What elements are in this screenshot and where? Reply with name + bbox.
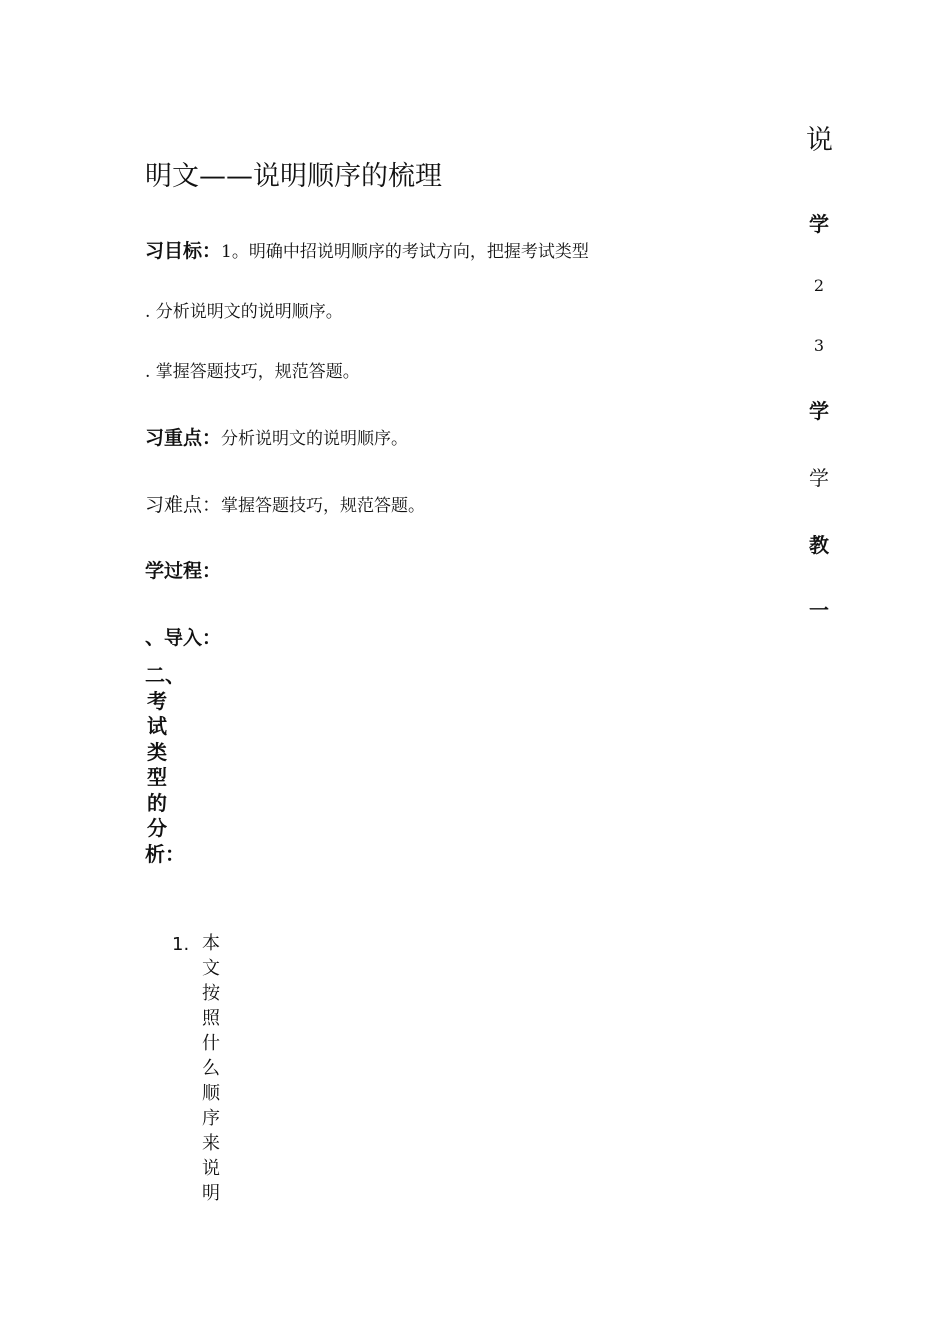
key-points-label: 习重点： — [145, 427, 222, 449]
section-exam-types-heading: 二、考试类型的分析： — [145, 663, 185, 866]
objective-3: . 掌握答题技巧，规范答题。 — [145, 362, 360, 382]
key-points-line — [145, 423, 408, 450]
right-column-char-3: 2 — [813, 276, 825, 295]
question-1-text: 本文按照什么顺序来说明 — [202, 933, 220, 1204]
right-column-char-7: 教 — [809, 533, 829, 557]
difficulty-text: 掌握答题技巧，规范答题。 — [221, 496, 426, 516]
process-heading: 学过程： — [145, 560, 222, 582]
objectives-text: 1。明确中招说明顺序的考试方向，把握考试类型 — [221, 242, 589, 262]
objectives-line — [145, 236, 589, 263]
objective-2: . 分析说明文的说明顺序。 — [145, 302, 343, 322]
right-column-char-8: 一 — [809, 598, 829, 622]
right-column-char-2: 学 — [809, 212, 829, 236]
document-title: 明文——说明顺序的梳理 — [145, 161, 442, 192]
question-1-number: 1. — [172, 934, 190, 955]
key-points-text: 分析说明文的说明顺序。 — [221, 429, 409, 449]
right-column-char-1: 说 — [806, 125, 833, 156]
right-column-char-5: 学 — [809, 399, 829, 423]
objectives-label: 习目标： — [145, 240, 222, 262]
difficulty-line — [145, 490, 425, 517]
section-intro-heading: 、导入： — [145, 627, 222, 649]
right-column-char-6: 学 — [809, 466, 829, 490]
difficulty-label: 习难点： — [145, 494, 222, 516]
right-column-char-4: 3 — [813, 336, 825, 355]
